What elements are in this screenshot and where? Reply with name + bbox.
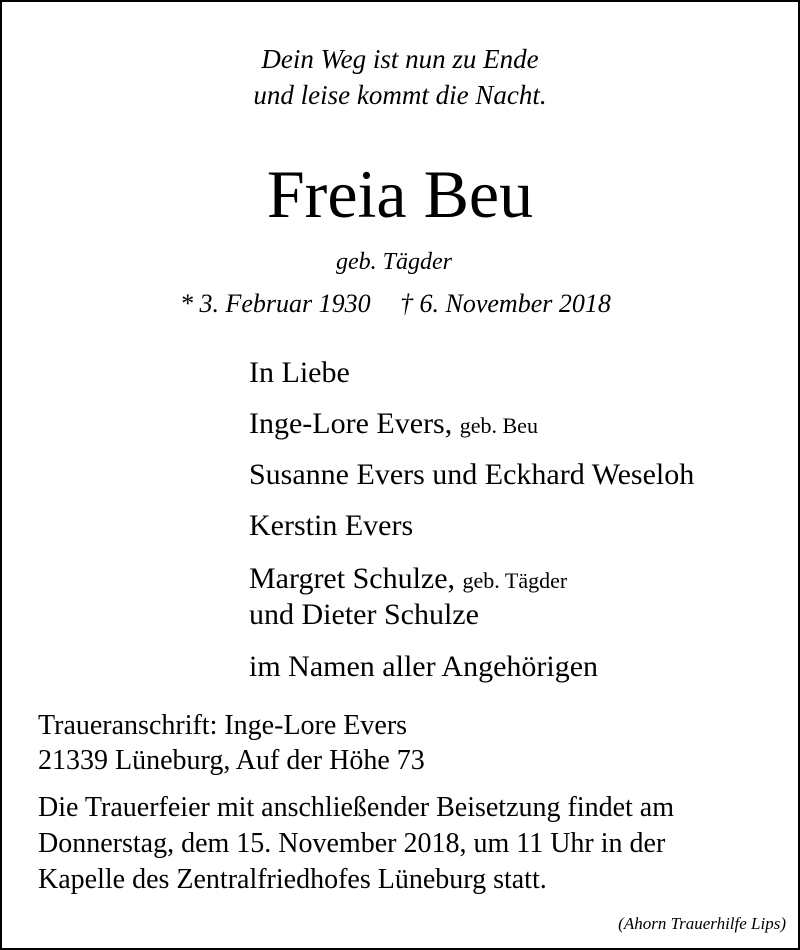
mourner-4-name: Margret Schulze, bbox=[249, 562, 456, 595]
verse-line-2: und leise kommt die Nacht. bbox=[253, 80, 547, 110]
ceremony-line-3: Kapelle des Zentralfriedhofes Lüneburg statt. bbox=[38, 864, 547, 895]
death-date: † 6. November 2018 bbox=[400, 289, 611, 318]
funeral-home-credit: (Ahorn Trauerhilfe Lips) bbox=[618, 914, 786, 933]
birth-date: * 3. Februar 1930 bbox=[180, 289, 371, 318]
mourner-3: Kerstin Evers bbox=[249, 509, 414, 542]
address-line-2: 21339 Lüneburg, Auf der Höhe 73 bbox=[38, 745, 425, 776]
mourners-intro: In Liebe bbox=[249, 356, 350, 389]
mourner-4-line-2: und Dieter Schulze bbox=[249, 598, 479, 631]
ceremony-line-1: Die Trauerfeier mit anschließender Beisetzung findet am bbox=[38, 792, 675, 823]
address-line-1: Traueranschrift: Inge-Lore Evers bbox=[38, 710, 408, 741]
mourner-1-note: geb. Beu bbox=[459, 413, 538, 438]
mourner-4-note: geb. Tägder bbox=[462, 568, 568, 593]
verse-line-1: Dein Weg ist nun zu Ende bbox=[261, 44, 539, 74]
deceased-name: Freia Beu bbox=[266, 156, 534, 232]
ceremony-line-2: Donnerstag, dem 15. November 2018, um 11 Uhr in der bbox=[38, 828, 666, 859]
birth-name: geb. Tägder bbox=[336, 249, 452, 275]
mourner-1 bbox=[249, 407, 538, 441]
mourner-1-name: Inge-Lore Evers, bbox=[249, 407, 453, 440]
mourners-closing: im Namen aller Angehörigen bbox=[249, 650, 599, 683]
mourner-2: Susanne Evers und Eckhard Weseloh bbox=[249, 458, 695, 491]
mourner-4 bbox=[249, 562, 567, 596]
